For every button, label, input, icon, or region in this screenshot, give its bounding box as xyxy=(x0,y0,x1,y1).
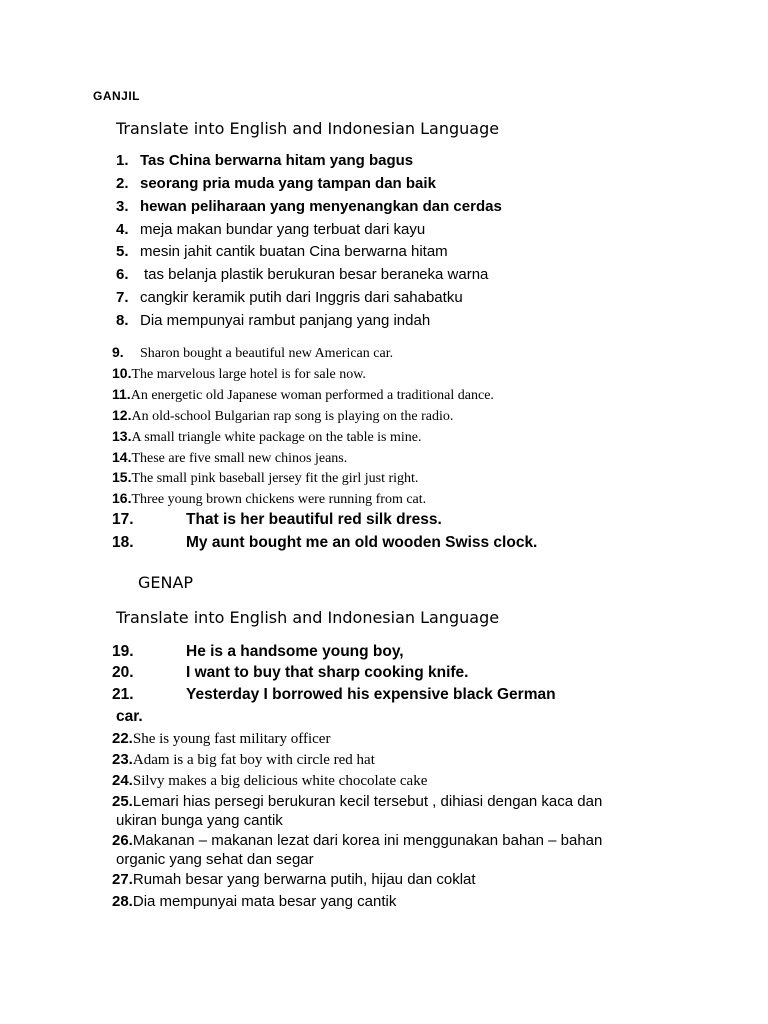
instruction-genap: Translate into English and Indonesian Language xyxy=(116,608,500,627)
item-text: She is young fast military officer xyxy=(132,731,331,747)
item-text: hewan peliharaan yang menyenangkan dan cerdas xyxy=(140,198,502,215)
item-number: 15. xyxy=(112,469,132,485)
list-item xyxy=(112,832,602,849)
item-number: 19. xyxy=(112,643,134,660)
item-text: mesin jahit cantik buatan Cina berwarna hitam xyxy=(140,243,448,260)
item-text: Makanan – makanan lezat dari korea ini menggunakan bahan – bahan xyxy=(132,832,603,849)
item-number: 4. xyxy=(116,221,129,238)
item-number: 21. xyxy=(112,686,134,703)
list-item xyxy=(112,344,393,362)
item-text: An old-school Bulgarian rap song is playing on the radio. xyxy=(131,409,454,424)
list-item xyxy=(116,312,430,329)
list-item xyxy=(112,686,556,704)
item-text: tas belanja plastik berukuran besar beraneka warna xyxy=(144,266,489,283)
item-number: 9. xyxy=(112,344,124,360)
list-item xyxy=(116,221,425,238)
list-item xyxy=(112,751,375,769)
item-text: Three young brown chickens were running from cat. xyxy=(131,492,427,507)
item-text: Dia mempunyai mata besar yang cantik xyxy=(132,893,397,910)
list-item xyxy=(112,469,418,487)
list-item xyxy=(112,893,396,910)
item-number: 17. xyxy=(112,511,134,528)
item-text: cangkir keramik putih dari Inggris dari sahabatku xyxy=(140,289,463,306)
item-text: The small pink baseball jersey fit the girl just right. xyxy=(131,471,419,486)
item-text: Sharon bought a beautiful new American car. xyxy=(140,346,394,361)
item-text: Rumah besar yang berwarna putih, hijau dan coklat xyxy=(132,871,476,888)
item-number: 5. xyxy=(116,243,129,260)
item-number: 27. xyxy=(112,871,133,888)
list-item xyxy=(112,793,602,810)
list-item-continuation: car. xyxy=(116,708,143,725)
item-text: These are five small new chinos jeans. xyxy=(131,451,348,466)
list-item xyxy=(116,266,488,283)
instruction-ganjil: Translate into English and Indonesian Language xyxy=(116,119,500,138)
item-text: The marvelous large hotel is for sale now. xyxy=(131,367,366,382)
item-text: Tas China berwarna hitam yang bagus xyxy=(140,152,414,169)
item-text: A small triangle white package on the table is mine. xyxy=(131,430,422,445)
item-text: I want to buy that sharp cooking knife. xyxy=(186,664,469,681)
item-text: Silvy makes a big delicious white chocolate cake xyxy=(132,773,428,789)
list-item xyxy=(112,772,427,790)
item-number: 12. xyxy=(112,407,132,423)
list-item xyxy=(116,175,436,192)
item-text: Lemari hias persegi berukuran kecil tersebut , dihiasi dengan kaca dan xyxy=(132,793,603,810)
item-number: 22. xyxy=(112,730,133,747)
list-item xyxy=(112,490,426,508)
item-number: 25. xyxy=(112,793,133,810)
list-item-continuation: organic yang sehat dan segar xyxy=(116,851,314,868)
item-number: 24. xyxy=(112,772,133,789)
item-number: 26. xyxy=(112,832,133,849)
list-item xyxy=(112,871,476,888)
item-number: 13. xyxy=(112,428,132,444)
item-number: 16. xyxy=(112,490,132,506)
item-text: An energetic old Japanese woman performed a traditional dance. xyxy=(130,388,494,403)
list-item xyxy=(112,730,330,748)
item-number: 23. xyxy=(112,751,133,768)
list-item xyxy=(116,243,448,260)
list-item xyxy=(112,386,494,404)
list-item xyxy=(116,198,502,215)
item-number: 8. xyxy=(116,312,129,329)
list-item xyxy=(112,449,347,467)
item-text: That is her beautiful red silk dress. xyxy=(186,511,442,528)
item-number: 20. xyxy=(112,664,134,681)
list-item xyxy=(116,289,463,306)
list-item xyxy=(112,643,404,661)
item-number: 28. xyxy=(112,893,133,910)
item-text: He is a handsome young boy, xyxy=(186,643,404,660)
section-label-ganjil: GANJIL xyxy=(93,89,141,103)
item-number: 14. xyxy=(112,449,132,465)
item-text: Yesterday I borrowed his expensive black German xyxy=(186,686,556,703)
item-number: 6. xyxy=(116,266,129,283)
list-item xyxy=(116,152,413,169)
item-number: 2. xyxy=(116,175,129,192)
list-item xyxy=(112,365,366,383)
list-item xyxy=(112,534,537,552)
item-number: 3. xyxy=(116,198,129,215)
item-text: seorang pria muda yang tampan dan baik xyxy=(140,175,436,192)
list-item xyxy=(112,428,422,446)
item-number: 18. xyxy=(112,534,134,551)
item-text: Dia mempunyai rambut panjang yang indah xyxy=(140,312,431,329)
item-number: 11. xyxy=(112,386,131,402)
list-item-continuation: ukiran bunga yang cantik xyxy=(116,812,283,829)
list-item xyxy=(112,664,468,682)
section-label-genap: GENAP xyxy=(138,573,194,592)
item-number: 1. xyxy=(116,152,129,169)
list-item xyxy=(112,407,453,425)
item-text: meja makan bundar yang terbuat dari kayu xyxy=(140,221,426,238)
item-number: 10. xyxy=(112,365,132,381)
item-number: 7. xyxy=(116,289,129,306)
item-text: My aunt bought me an old wooden Swiss clock. xyxy=(186,534,538,551)
list-item xyxy=(112,511,442,529)
item-text: Adam is a big fat boy with circle red hat xyxy=(132,752,375,768)
